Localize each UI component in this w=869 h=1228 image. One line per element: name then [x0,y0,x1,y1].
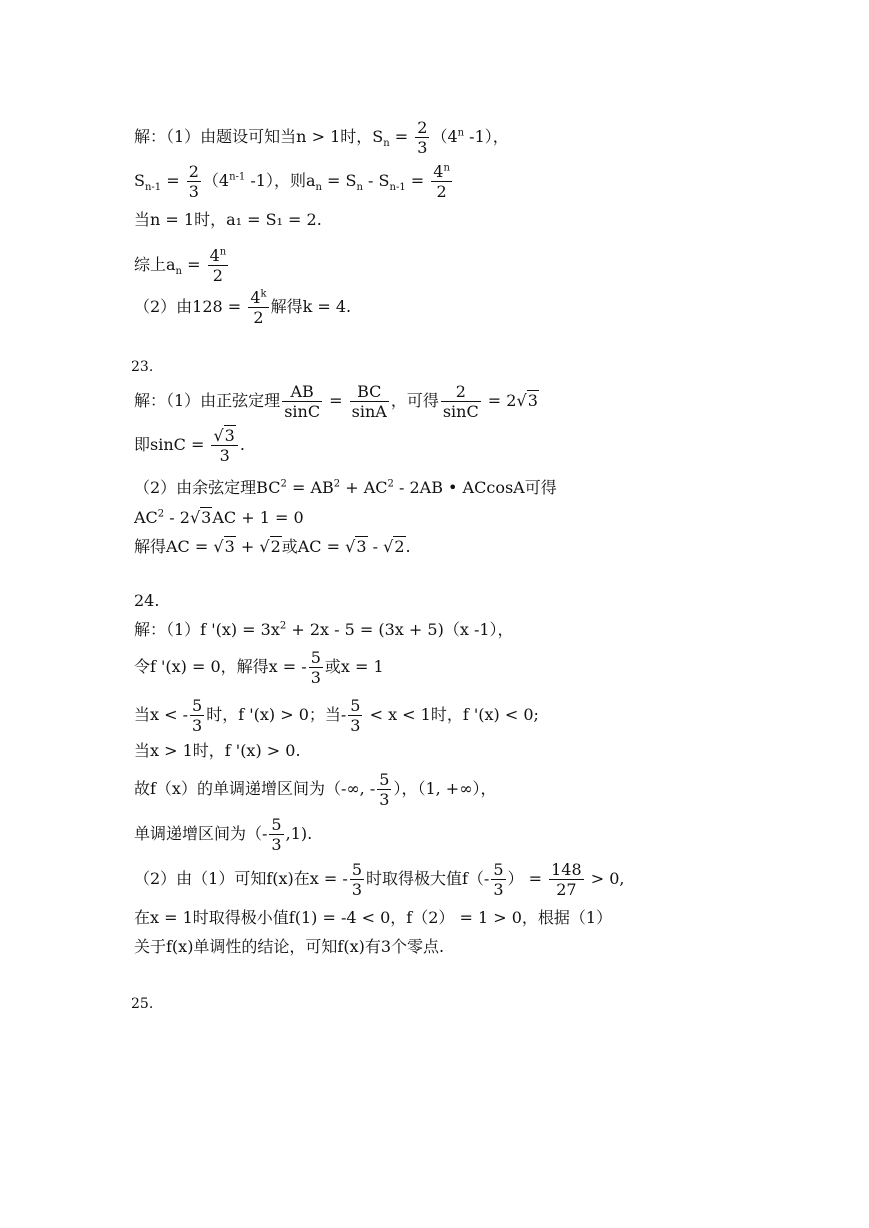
text: > 0, [585,869,625,888]
text: = [389,127,414,146]
numerator [431,162,452,182]
text: 解得k = 4. [270,297,352,316]
sqrt: √3 [213,537,235,556]
text: -1）， [464,127,509,146]
text: - 2 [164,508,190,527]
question-number-23: 23. [131,359,154,375]
denominator: sinA [351,402,387,421]
denominator: sinC [442,402,479,421]
text: 4 [433,162,444,181]
denominator: 2 [212,266,223,285]
text: -1），则a [245,171,316,190]
text: = [182,255,206,274]
denominator: sinC [284,402,321,421]
text: . [405,537,411,556]
text: 单调递增区间为（- [134,824,268,843]
text: AC + 1 = 0 [212,508,304,527]
numerator: 2 [441,382,481,402]
numerator: 2 [417,118,428,137]
text: 解得AC = [134,537,214,556]
subscript: n-1 [144,182,162,194]
radicand: 3 [224,537,235,556]
q22-line-2 [134,162,454,201]
text: 4 [209,246,220,265]
question-number-24: 24. [134,591,160,610]
denominator: 3 [379,790,390,809]
numerator: 5 [379,770,390,789]
radicand: 3 [201,508,212,527]
q22-line-5 [134,288,351,327]
sqrt: √2 [383,537,405,556]
q24-line-5 [134,770,497,809]
q24-line-4: 当x > 1时，f '(x) > 0. [134,741,301,760]
text: + [235,537,260,556]
text: - 2AB • ACcosA可得 [393,478,557,497]
subscript: n [383,138,390,150]
numerator [208,246,229,266]
radicand: 3 [356,537,367,556]
text: 时取得极大值f（- [366,869,490,888]
denominator: 3 [310,668,321,687]
superscript: n [219,246,227,258]
q22-line-1 [134,118,509,157]
numerator [248,288,268,308]
q24-line-1 [134,622,514,638]
fraction [431,162,452,201]
numerator: 2 [188,162,199,181]
text: 解：（1）由题设可知当n > 1时，S [134,127,384,146]
numerator: AB [282,382,322,402]
text: 故f（x）的单调递增区间为（-∞, - [134,779,376,798]
fraction [415,118,429,157]
fraction [377,770,391,809]
numerator: BC [350,382,389,402]
numerator [211,426,237,446]
text: 当x < - [134,705,189,724]
q23-line-1 [134,382,539,421]
text: 综上a [134,255,176,274]
fraction [211,426,237,465]
text: - S [362,171,390,190]
fraction [248,288,268,327]
radicand: 2 [270,537,281,556]
superscript: k [260,288,267,300]
fraction [491,860,505,899]
numerator: 148 [551,860,582,879]
q24-line-3 [134,696,539,735]
text: = S [321,171,357,190]
denominator: 2 [436,182,447,201]
denominator: 3 [351,880,362,899]
fraction [208,246,229,285]
text: （4 [202,171,230,190]
superscript: 2 [280,478,287,490]
superscript: n [443,162,450,174]
numerator: 5 [192,696,203,715]
fraction [187,162,201,201]
numerator: 5 [350,696,361,715]
denominator: 3 [493,880,504,899]
text: 解：（1）f '(x) = 3x [134,620,280,639]
q24-line-8: 在x = 1时取得极小值f(1) = -4 < 0，f（2） = 1 > 0，根据（1） [134,908,613,927]
text: = [405,171,430,190]
text: = AB [286,478,334,497]
superscript: 2 [157,508,165,520]
question-number-25: 25. [131,996,154,1012]
text: 时，f '(x) > 0；当- [206,705,347,724]
text: ，可得 [390,391,439,410]
text: ,1). [285,824,313,843]
q24-line-9: 关于f(x)单调性的结论，可知f(x)有3个零点. [134,937,445,956]
q23-line-5 [134,539,411,555]
superscript: 2 [279,620,287,632]
text: + 2x - 5 = (3x + 5)（x -1）， [286,620,514,639]
subscript: n [175,266,182,278]
text: = [161,171,185,190]
text: 4 [250,288,261,307]
subscript: n-1 [389,182,406,194]
radicand: 2 [394,537,405,556]
numerator: 5 [493,860,504,879]
denominator: 27 [556,880,577,899]
sqrt: √3 [516,391,538,410]
sqrt: √3 [189,508,212,527]
superscript: n [457,127,465,139]
text: = [324,391,348,410]
subscript: n [356,182,363,194]
denominator: 3 [271,835,282,854]
denominator: 3 [219,446,230,465]
q23-line-3 [134,480,557,496]
fraction [350,860,364,899]
numerator: 5 [351,860,362,879]
sqrt: √3 [213,426,235,445]
fraction [282,382,322,421]
q22-line-4 [134,246,230,285]
sqrt: √2 [259,537,281,556]
fraction [549,860,584,899]
text: （2）由余弦定理BC [134,478,281,497]
denominator: 2 [253,308,264,327]
text: 即sinC = [134,435,210,454]
q23-line-4 [134,510,304,526]
numerator: 5 [310,648,321,667]
text: < x < 1时，f '(x) < 0; [364,705,539,724]
text: ），（1, +∞）， [393,779,497,798]
q24-line-6 [134,815,312,854]
radicand: 3 [527,391,538,410]
text: （4 [431,127,458,146]
text: 解：（1）由正弦定理 [134,391,281,410]
sqrt: √3 [345,537,367,556]
fraction [348,696,362,735]
denominator: 3 [188,182,199,201]
text: 令f '(x) = 0，解得x = - [134,657,307,676]
text: S [134,171,145,190]
fraction [190,696,204,735]
subscript: n [315,182,322,194]
denominator: 3 [417,138,428,157]
text: - [367,537,384,556]
denominator: 3 [192,716,203,735]
denominator: 3 [350,716,361,735]
fraction [441,382,481,421]
fraction [269,815,283,854]
superscript: 2 [333,478,341,490]
text: （2）由（1）可知f(x)在x = - [134,869,348,888]
text: 或x = 1 [324,657,384,676]
radicand: 3 [224,426,235,445]
superscript: 2 [387,478,394,490]
text: （2）由128 = [134,297,247,316]
fraction [350,382,389,421]
text: + AC [340,478,388,497]
q23-line-2 [134,426,245,465]
q24-line-7 [134,860,625,899]
fraction [309,648,323,687]
q24-line-2 [134,648,384,687]
text: ） = [507,869,548,888]
text: . [239,435,245,454]
superscript: n-1 [229,171,246,183]
q22-line-3: 当n = 1时，a₁ = S₁ = 2. [134,210,322,229]
numerator: 5 [271,815,282,834]
text: 或AC = [281,537,346,556]
text: = 2 [482,391,517,410]
text: AC [134,508,158,527]
